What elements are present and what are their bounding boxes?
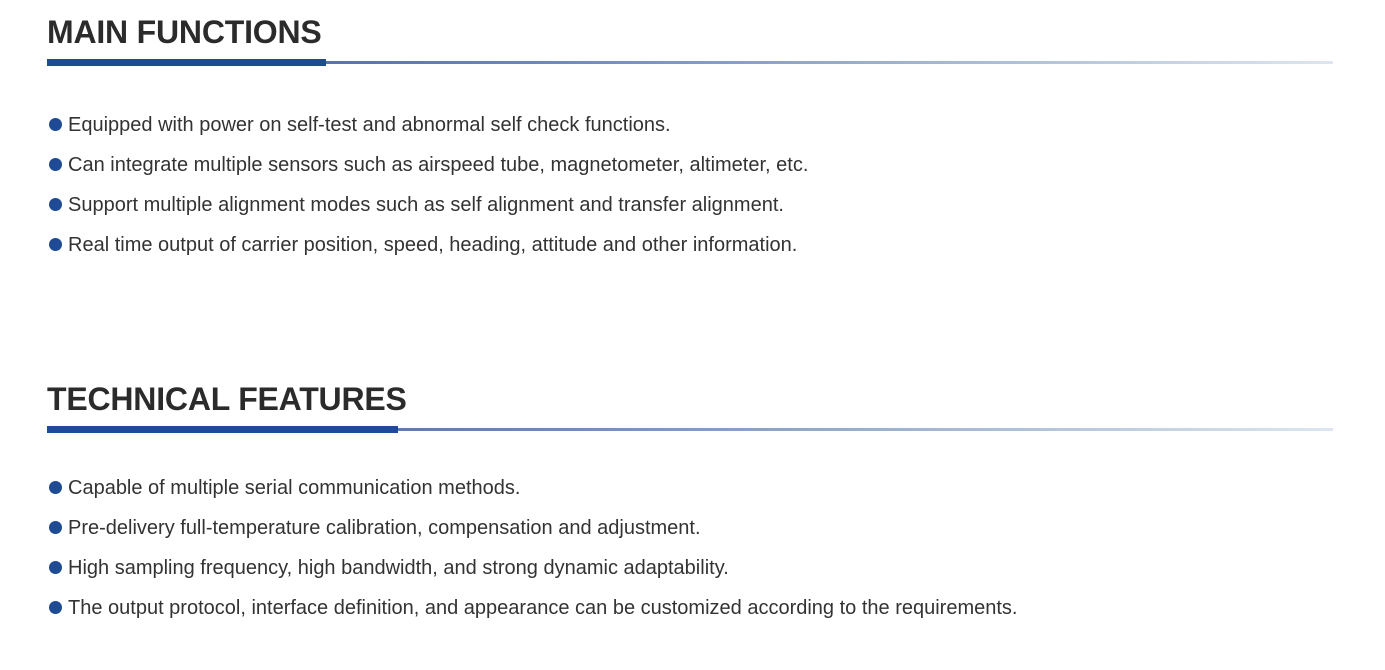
bullet-dot-icon	[49, 158, 62, 171]
list-item-text: The output protocol, interface definition, and appearance can be customized according to the requirements.	[68, 597, 1018, 619]
list-item	[47, 548, 1333, 588]
list-item	[47, 185, 1333, 225]
main-functions-list	[47, 105, 1333, 265]
list-item	[47, 145, 1333, 185]
list-item	[47, 105, 1333, 145]
section-heading	[47, 379, 1333, 431]
technical-features-list	[47, 468, 1333, 628]
list-item-text: Real time output of carrier position, speed, heading, attitude and other information.	[68, 234, 798, 256]
section-title: TECHNICAL FEATURES	[47, 381, 407, 417]
list-item	[47, 588, 1333, 628]
bullet-dot-icon	[49, 601, 62, 614]
list-item-text: Can integrate multiple sensors such as airspeed tube, magnetometer, altimeter, etc.	[68, 154, 809, 176]
list-item-text: Equipped with power on self-test and abnormal self check functions.	[68, 114, 671, 136]
main-functions-section	[47, 12, 1333, 265]
list-item	[47, 225, 1333, 265]
bullet-dot-icon	[49, 198, 62, 211]
list-item-text: Support multiple alignment modes such as self alignment and transfer alignment.	[68, 194, 784, 216]
heading-accent-bar	[47, 59, 326, 66]
section-heading	[47, 12, 1333, 64]
list-item-text: Capable of multiple serial communication methods.	[68, 477, 521, 499]
section-title: MAIN FUNCTIONS	[47, 14, 322, 50]
heading-accent-bar	[47, 426, 398, 433]
list-item	[47, 468, 1333, 508]
list-item-text: High sampling frequency, high bandwidth, and strong dynamic adaptability.	[68, 557, 729, 579]
bullet-dot-icon	[49, 118, 62, 131]
list-item	[47, 508, 1333, 548]
bullet-dot-icon	[49, 521, 62, 534]
technical-features-section	[47, 379, 1333, 628]
bullet-dot-icon	[49, 238, 62, 251]
bullet-dot-icon	[49, 561, 62, 574]
list-item-text: Pre-delivery full-temperature calibration, compensation and adjustment.	[68, 517, 701, 539]
bullet-dot-icon	[49, 481, 62, 494]
